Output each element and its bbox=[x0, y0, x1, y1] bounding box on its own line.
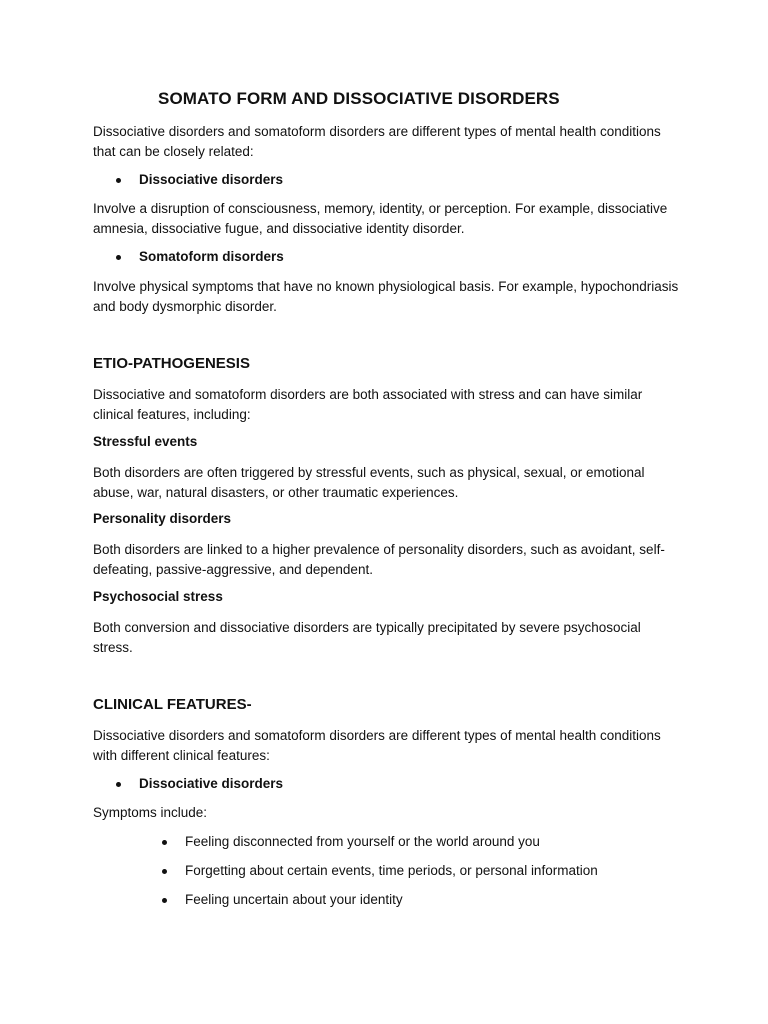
symptoms-intro: Symptoms include: bbox=[93, 805, 208, 820]
personality-disorders-text: Both disorders are linked to a higher prevalence of personality disorders, such as avoidant, self-defeating, passive-aggressive, and dependent. bbox=[93, 542, 665, 577]
bullet-dissociative bbox=[116, 171, 283, 189]
symptom-item bbox=[162, 833, 540, 851]
subhead-psychosocial-stress: Psychosocial stress bbox=[93, 589, 223, 604]
bullet-icon bbox=[116, 782, 121, 787]
bullet-label: Dissociative disorders bbox=[139, 776, 284, 791]
etio-paragraph: Dissociative and somatoform disorders are both associated with stress and can have similar clinical features, including: bbox=[93, 387, 643, 422]
intro-paragraph: Dissociative disorders and somatoform disorders are different types of mental health conditions that can be closely related: bbox=[93, 124, 661, 159]
bullet-icon bbox=[162, 840, 167, 845]
stressful-events-text: Both disorders are often triggered by stressful events, such as physical, sexual, or emotional abuse, war, natural disasters, or other traumatic experiences. bbox=[93, 465, 645, 500]
bullet-icon bbox=[116, 178, 121, 183]
dissociative-description: Involve a disruption of consciousness, memory, identity, or perception. For example, dissociative amnesia, dissociative fugue, and dissociative identity disorder. bbox=[93, 201, 668, 236]
symptom-item bbox=[162, 891, 403, 909]
somatoform-description: Involve physical symptoms that have no known physiological basis. For example, hypochondriasis and body dysmorphic disorder. bbox=[93, 279, 679, 314]
symptom-text: Forgetting about certain events, time periods, or personal information bbox=[185, 863, 598, 878]
bullet-label: Somatoform disorders bbox=[139, 249, 284, 264]
clinical-paragraph: Dissociative disorders and somatoform disorders are different types of mental health conditions with different clinical features: bbox=[93, 728, 661, 763]
symptom-text: Feeling disconnected from yourself or the world around you bbox=[185, 834, 540, 849]
subhead-stressful-events: Stressful events bbox=[93, 434, 198, 449]
clinical-heading: CLINICAL FEATURES- bbox=[93, 696, 252, 713]
bullet-somatoform bbox=[116, 248, 284, 266]
bullet-label: Dissociative disorders bbox=[139, 172, 284, 187]
symptom-text: Feeling uncertain about your identity bbox=[185, 892, 403, 907]
etio-heading: ETIO-PATHOGENESIS bbox=[93, 355, 250, 372]
psychosocial-stress-text: Both conversion and dissociative disorders are typically precipitated by severe psychosocial stress. bbox=[93, 620, 641, 655]
bullet-clinical-dissociative bbox=[116, 775, 283, 793]
bullet-icon bbox=[162, 898, 167, 903]
bullet-icon bbox=[116, 255, 121, 260]
document-title: SOMATO FORM AND DISSOCIATIVE DISORDERS bbox=[158, 89, 560, 108]
bullet-icon bbox=[162, 869, 167, 874]
subhead-personality-disorders: Personality disorders bbox=[93, 511, 232, 526]
symptom-item bbox=[162, 862, 598, 880]
